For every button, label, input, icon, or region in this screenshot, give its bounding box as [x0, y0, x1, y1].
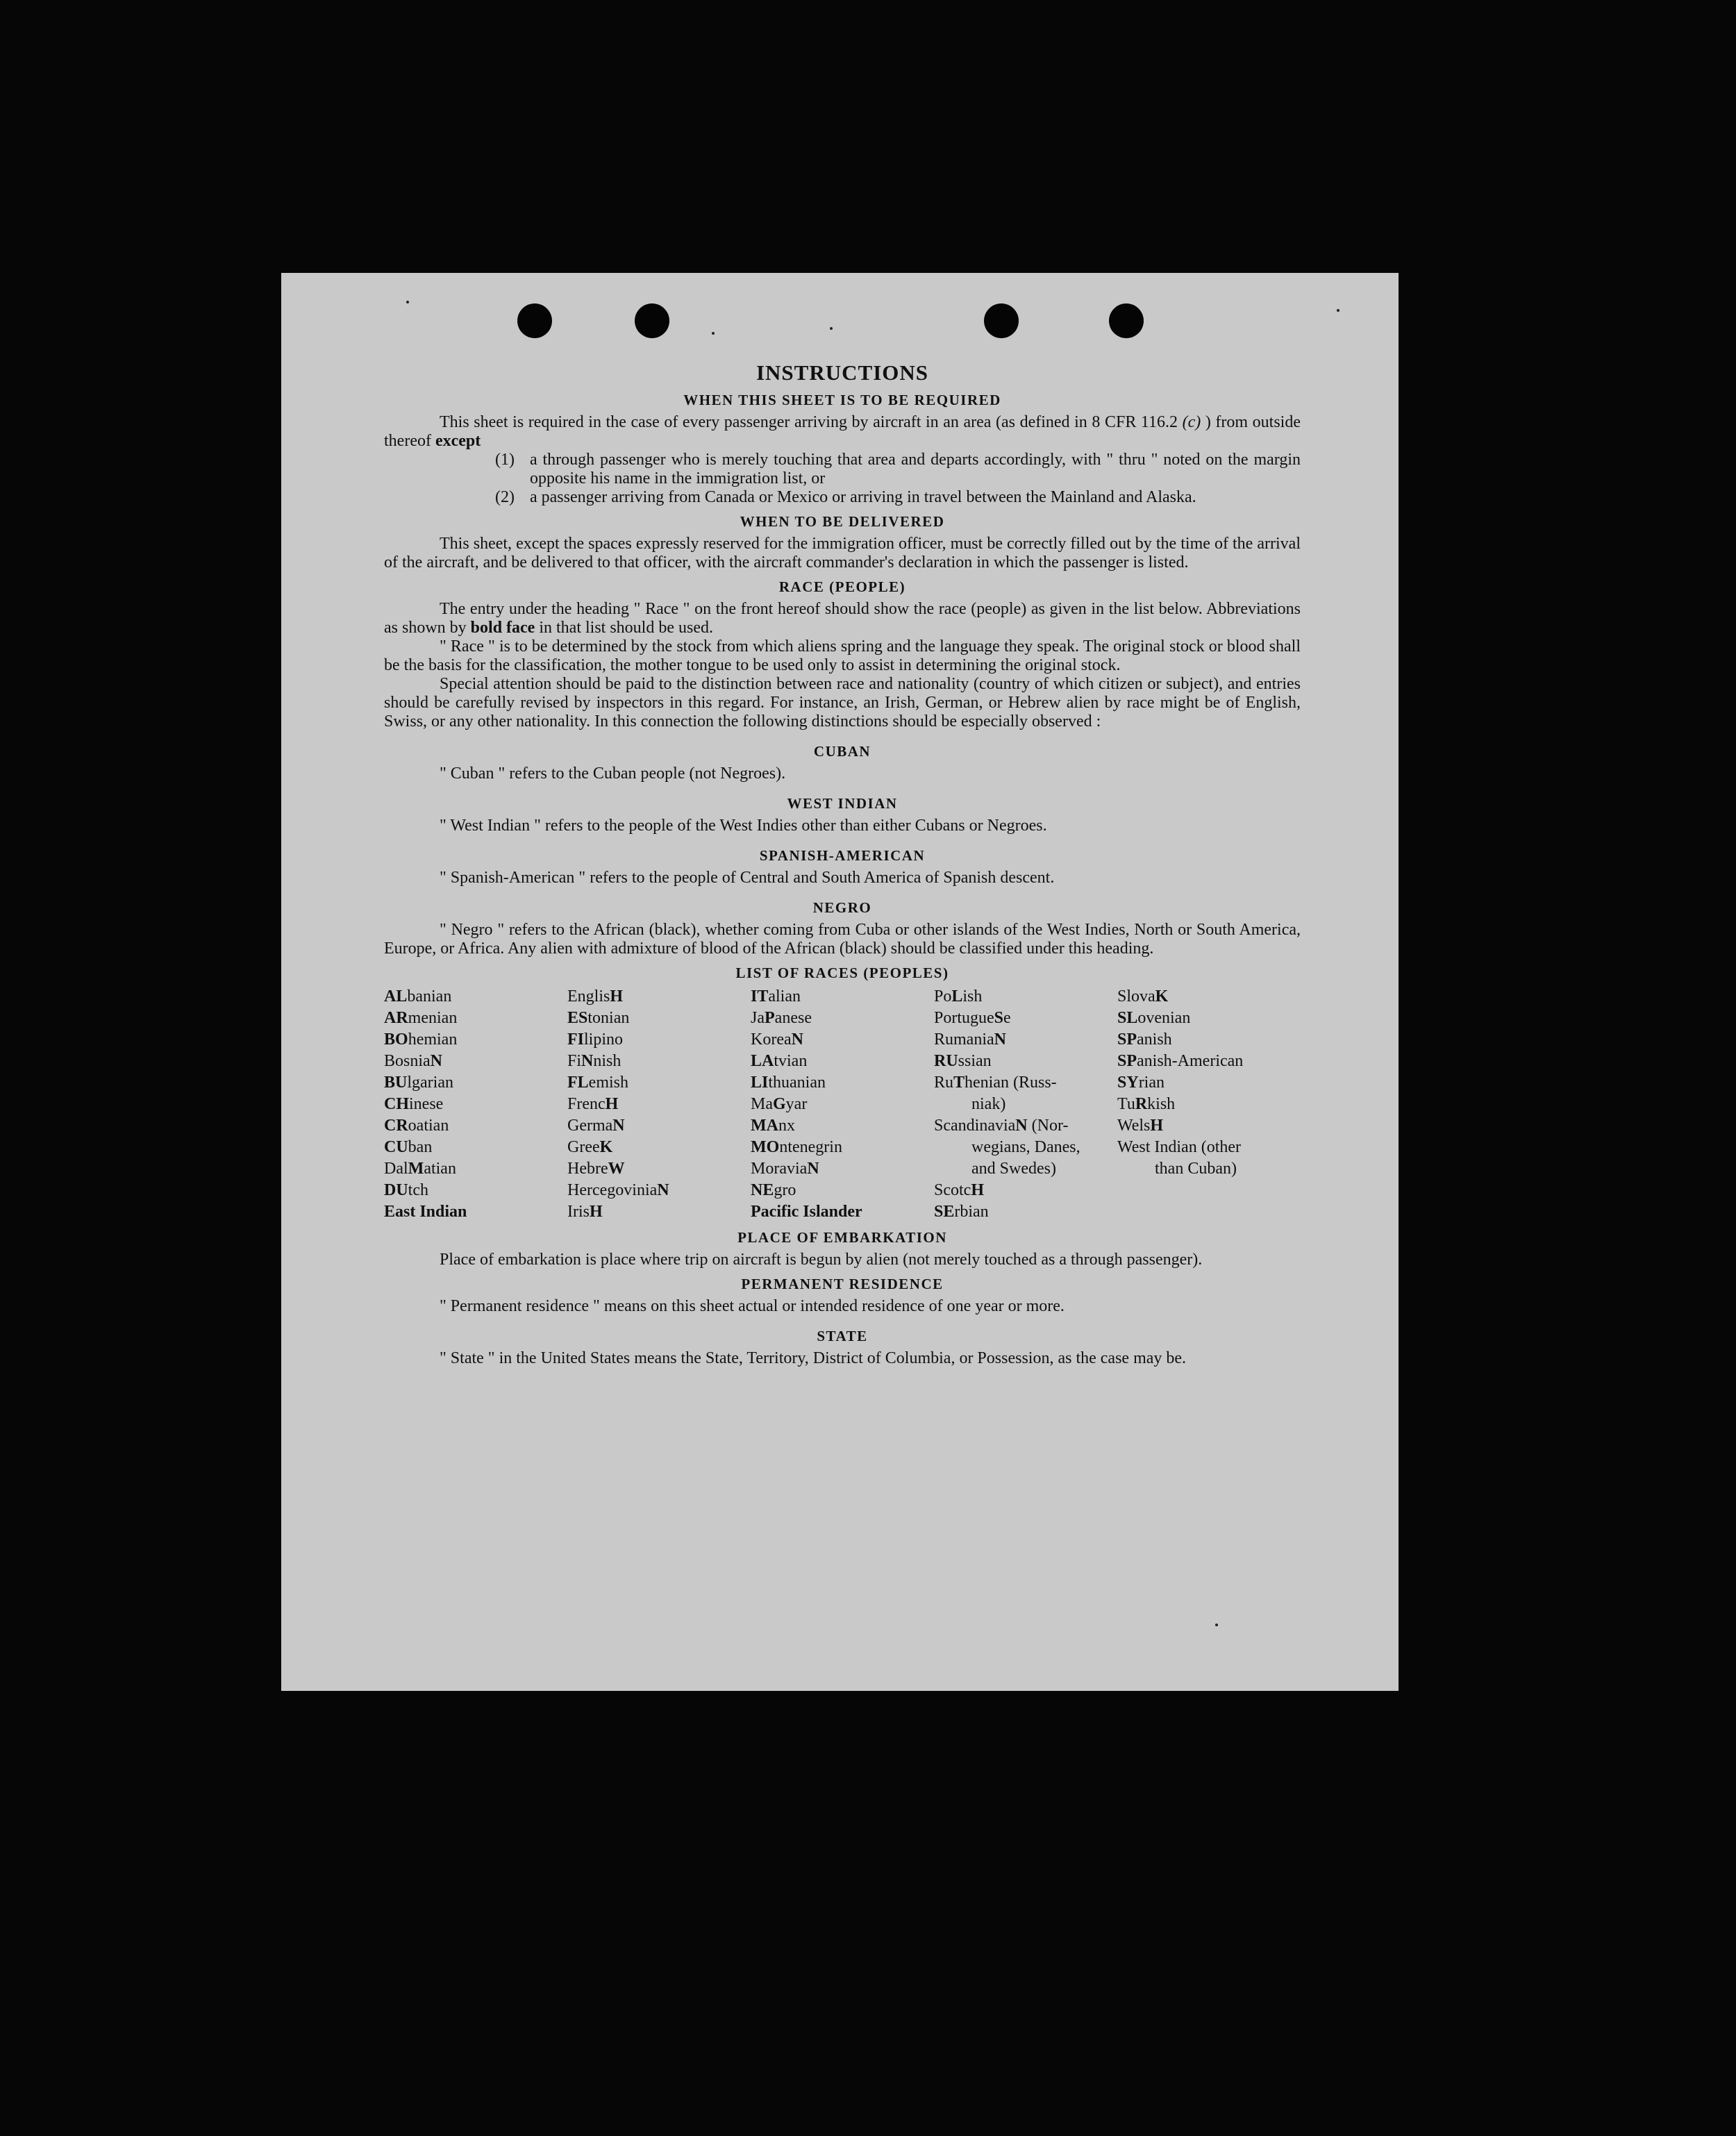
speck	[1215, 1624, 1218, 1626]
section-heading-list-of-races: LIST OF RACES (PEOPLES)	[735, 965, 949, 981]
section-heading-west-indian: WEST INDIAN	[787, 795, 898, 812]
race-entry: BosniaN	[384, 1052, 443, 1070]
page-title: INSTRUCTIONS	[756, 360, 928, 385]
paragraph-west-indian: " West Indian " refers to the people of the West Indies other than either Cubans or Negroes.	[440, 817, 1047, 835]
race-entry: CHinese	[384, 1095, 444, 1113]
instruction-sheet	[281, 273, 1399, 1691]
race-entry: SPanish-American	[1117, 1052, 1244, 1070]
race-entry: IrisH	[567, 1203, 603, 1221]
race-entry: niak)	[971, 1095, 1006, 1113]
race-entry: FrencH	[567, 1095, 619, 1113]
race-entry: LIthuanian	[751, 1074, 826, 1092]
text: The entry under the heading " Race " on the front hereof should show the race (people) as given in the list below. Abbreviations as shown by	[384, 600, 1301, 637]
section-heading-when-delivered: WHEN TO BE DELIVERED	[740, 513, 945, 530]
race-entry: NEgro	[751, 1181, 796, 1199]
race-entry: MAnx	[751, 1117, 795, 1135]
race-entry: RUssian	[934, 1052, 992, 1070]
races-list	[384, 986, 1301, 1223]
race-entry: WelsH	[1117, 1117, 1164, 1135]
speck	[712, 332, 715, 335]
race-entry: SPanish	[1117, 1031, 1172, 1049]
race-entry: than Cuban)	[1155, 1160, 1237, 1178]
speck	[406, 301, 409, 303]
race-entry: West Indian (other	[1117, 1138, 1242, 1156]
races-column	[384, 986, 567, 1223]
section-heading-permanent-residence: PERMANENT RESIDENCE	[741, 1276, 944, 1292]
race-entry: DUtch	[384, 1181, 428, 1199]
race-entry: MOntenegrin	[751, 1138, 842, 1156]
race-entry: SlovaK	[1117, 987, 1169, 1006]
paragraph-race-2: " Race " is to be determined by the stock from which aliens spring and the language they speak. The original stock or blood shall be the basis for the classification, the mother tongue to be used only to assist in determining the original stock.	[384, 637, 1301, 674]
races-column	[934, 986, 1117, 1223]
section-heading-when-required: WHEN THIS SHEET IS TO BE REQUIRED	[683, 392, 1001, 408]
paragraph-race-3: Special attention should be paid to the distinction between race and nationality (country of which citizen or subject), and entries should be carefully revised by inspectors in this regard. For instance, an Irish, German, or Hebrew alien by race might be of English, Swiss, or any other nationality. In this connection the following distinctions should be especially observed :	[384, 675, 1301, 731]
races-column	[567, 986, 751, 1223]
paragraph-negro: " Negro " refers to the African (black), whether coming from Cuba or other islands of the West Indies, North or South America, Europe, or Africa. Any alien with admixture of blood of the African (black) should be classified under this heading.	[384, 921, 1301, 958]
text: in that list should be used.	[535, 619, 713, 637]
race-entry: DalMatian	[384, 1160, 456, 1178]
speck	[1337, 309, 1339, 312]
race-entry: RumaniaN	[934, 1031, 1006, 1049]
race-entry: East Indian	[384, 1203, 467, 1221]
race-entry: KoreaN	[751, 1031, 803, 1049]
punch-hole	[517, 303, 552, 338]
speck	[830, 327, 833, 330]
race-entry: ITalian	[751, 987, 801, 1006]
race-entry: RuThenian (Russ-	[934, 1074, 1057, 1092]
race-entry: SErbian	[934, 1203, 989, 1221]
race-entry: wegians, Danes,	[971, 1138, 1080, 1156]
paragraph-cuban: " Cuban " refers to the Cuban people (not Negroes).	[440, 765, 786, 783]
race-entry: TuRkish	[1117, 1095, 1176, 1113]
race-entry: ScandinaviaN (Nor-	[934, 1117, 1069, 1135]
race-entry: HercegoviniaN	[567, 1181, 669, 1199]
race-entry: MoraviaN	[751, 1160, 819, 1178]
paragraph-permanent-residence: " Permanent residence " means on this sheet actual or intended residence of one year or more.	[440, 1297, 1065, 1315]
list-item	[495, 488, 1301, 507]
race-entry: BUlgarian	[384, 1074, 453, 1092]
punch-hole	[984, 303, 1019, 338]
race-entry: BOhemian	[384, 1031, 458, 1049]
race-entry: CRoatian	[384, 1117, 449, 1135]
item-text: a passenger arriving from Canada or Mexico or arriving in travel between the Mainland and Alaska.	[530, 488, 1196, 506]
list-item	[495, 451, 1301, 488]
race-entry: FIlipino	[567, 1031, 624, 1049]
race-entry: MaGyar	[751, 1095, 808, 1113]
text: ) from outside thereof	[384, 413, 1301, 450]
race-entry: ALbanian	[384, 987, 452, 1006]
race-entry: Pacific Islander	[751, 1203, 862, 1221]
section-heading-spanish-american: SPANISH-AMERICAN	[759, 847, 926, 864]
text: This sheet is required in the case of every passenger arriving by aircraft in an area (as defined in 8 CFR 116.2	[440, 413, 1183, 431]
text-bold: except	[435, 432, 481, 450]
item-text: a through passenger who is merely touching that area and departs accordingly, with " thru " noted on the margin opposite his name in the immigration list, or	[530, 451, 1301, 487]
races-column	[751, 986, 934, 1223]
race-entry: FLemish	[567, 1074, 628, 1092]
paragraph-spanish-american: " Spanish-American " refers to the people of Central and South America of Spanish descent.	[440, 869, 1055, 887]
race-entry: LAtvian	[751, 1052, 808, 1070]
punch-hole	[1109, 303, 1144, 338]
race-entry: ScotcH	[934, 1181, 984, 1199]
race-entry: HebreW	[567, 1160, 625, 1178]
race-entry: JaPanese	[751, 1009, 812, 1027]
race-entry: PoLish	[934, 987, 983, 1006]
race-entry: ARmenian	[384, 1009, 458, 1027]
item-number: (2)	[495, 488, 515, 506]
punch-hole	[635, 303, 669, 338]
race-entry: FiNnish	[567, 1052, 621, 1070]
race-entry: SYrian	[1117, 1074, 1165, 1092]
race-entry: SLovenian	[1117, 1009, 1191, 1027]
section-heading-negro: NEGRO	[812, 899, 872, 916]
section-heading-cuban: CUBAN	[813, 743, 871, 760]
item-number: (1)	[495, 451, 515, 469]
race-entry: EStonian	[567, 1009, 630, 1027]
text-italic: (c)	[1182, 413, 1201, 431]
section-heading-embarkation: PLACE OF EMBARKATION	[737, 1229, 947, 1246]
section-heading-race: RACE (PEOPLE)	[778, 578, 906, 595]
paragraph-state: " State " in the United States means the State, Territory, District of Columbia, or Possession, as the case may be.	[440, 1349, 1187, 1367]
paragraph-required	[384, 413, 1301, 451]
instructions-content	[384, 360, 1301, 1368]
race-entry: GreeK	[567, 1138, 613, 1156]
race-entry: EnglisH	[567, 987, 624, 1006]
race-entry: and Swedes)	[971, 1160, 1056, 1178]
paragraph-delivered: This sheet, except the spaces expressly reserved for the immigration officer, must be correctly filled out by the time of the arrival of the aircraft, and be delivered to that officer, with the aircraft commander's declaration in which the passenger is listed.	[384, 535, 1301, 571]
section-heading-state: STATE	[817, 1328, 868, 1344]
paragraph-race-1	[384, 600, 1301, 637]
race-entry: CUban	[384, 1138, 433, 1156]
race-entry: PortugueSe	[934, 1009, 1011, 1027]
race-entry: GermaN	[567, 1117, 625, 1135]
races-column	[1117, 986, 1301, 1223]
text-bold: bold face	[470, 619, 535, 637]
paragraph-embarkation: Place of embarkation is place where trip on aircraft is begun by alien (not merely touched as a through passenger).	[440, 1251, 1203, 1269]
